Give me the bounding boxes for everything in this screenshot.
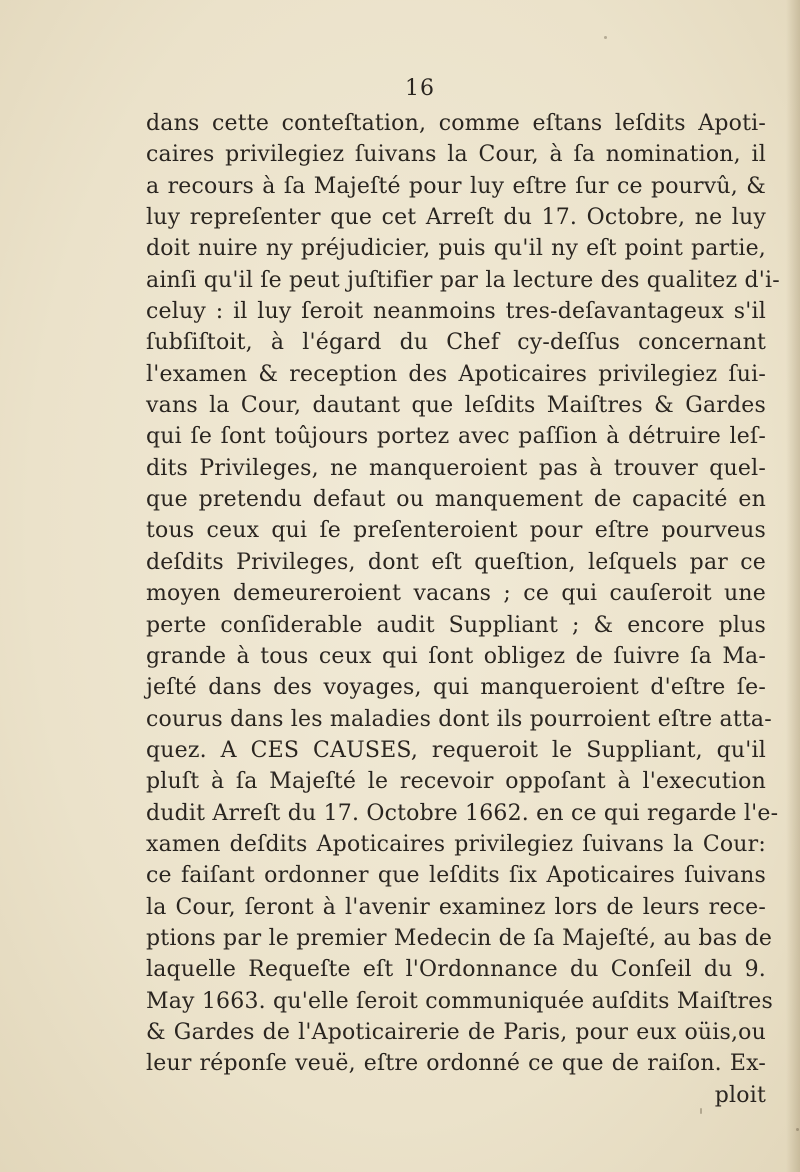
text-line: tous ceux qui ſe preſenteroient pour eſtre pourveus — [146, 518, 766, 544]
text-line: pluſt à ſa Majeſté le recevoir oppoſant à l'execution — [146, 769, 766, 795]
text-line: leur réponſe veuë, eſtre ordonné ce que de raiſon. Ex- — [146, 1051, 766, 1077]
text-line: a recours à ſa Majeſté pour luy eſtre ſur ce pourvû, & — [146, 173, 766, 199]
text-line: perte conſiderable audit Suppliant ; & encore plus — [146, 612, 766, 638]
text-line: caires privilegiez ſuivans la Cour, à ſa nomination, il — [146, 142, 766, 168]
text-line: courus dans les maladies dont ils pourroient eſtre atta- — [146, 706, 772, 732]
page-number: 16 — [405, 76, 435, 101]
body-text — [146, 108, 780, 1111]
text-line: dans cette conteſtation, comme eſtans leſdits Apoti- — [146, 111, 766, 136]
text-line: celuy : il luy ſeroit neanmoins tres-deſavantageux s'il — [146, 299, 766, 325]
text-line: ce faiſant ordonner que leſdits ſix Apoticaires ſuivans — [146, 863, 766, 889]
text-line: ptions par le premier Medecin de ſa Majeſté, au bas de — [146, 925, 773, 951]
text-line: ſubſiſtoit, à l'égard du Chef cy-deſſus concernant — [146, 330, 766, 356]
text-line: qui ſe ſont toûjours portez avec paſſion à détruire leſ- — [146, 424, 766, 450]
text-line: doit nuire ny préjudicier, puis qu'il ny eſt point partie, — [146, 236, 766, 262]
paper-speck — [700, 1108, 702, 1114]
text-line: deſdits Privileges, dont eſt queſtion, leſquels par ce — [146, 549, 766, 575]
paper-speck — [604, 36, 607, 39]
text-line: dits Privileges, ne manqueroient pas à trouver quel- — [146, 455, 766, 481]
text-line: grande à tous ceux qui ſont obligez de ſuivre ſa Ma- — [146, 643, 766, 669]
text-line: laquelle Requeſte eſt l'Ordonnance du Conſeil du 9. — [146, 957, 766, 983]
text-line: May 1663. qu'elle ſeroit communiquée auſdits Maiſtres — [146, 988, 773, 1014]
text-line: la Cour, ſeront à l'avenir examinez lors de leurs rece- — [146, 894, 766, 920]
text-line: que pretendu defaut ou manquement de capacité en — [146, 487, 766, 513]
paper-speck — [796, 1128, 799, 1131]
text-line: quez. A CES CAUSES, requeroit le Suppliant, qu'il — [146, 737, 766, 763]
text-line: dudit Arreſt du 17. Octobre 1662. en ce qui regarde l'e- — [146, 800, 779, 826]
text-line: ainſi qu'il ſe peut juſtifier par la lecture des qualitez d'i- — [146, 267, 780, 293]
text-line: l'examen & reception des Apoticaires privilegiez ſui- — [146, 361, 766, 387]
text-line: vans la Cour, dautant que leſdits Maiſtres & Gardes — [146, 393, 766, 419]
text-line: moyen demeureroient vacans ; ce qui cauſeroit une — [146, 581, 766, 607]
text-line: jeſté dans des voyages, qui manqueroient d'eſtre ſe- — [146, 675, 766, 701]
text-line: luy repreſenter que cet Arreſt du 17. Octobre, ne luy — [146, 205, 766, 231]
catchword: ploit — [714, 1082, 766, 1108]
text-line: xamen deſdits Apoticaires privilegiez ſuivans la Cour: — [146, 831, 766, 857]
page-edge-shadow — [786, 0, 800, 1172]
text-line: & Gardes de l'Apoticairerie de Paris, pour eux oüis,ou — [146, 1019, 766, 1045]
